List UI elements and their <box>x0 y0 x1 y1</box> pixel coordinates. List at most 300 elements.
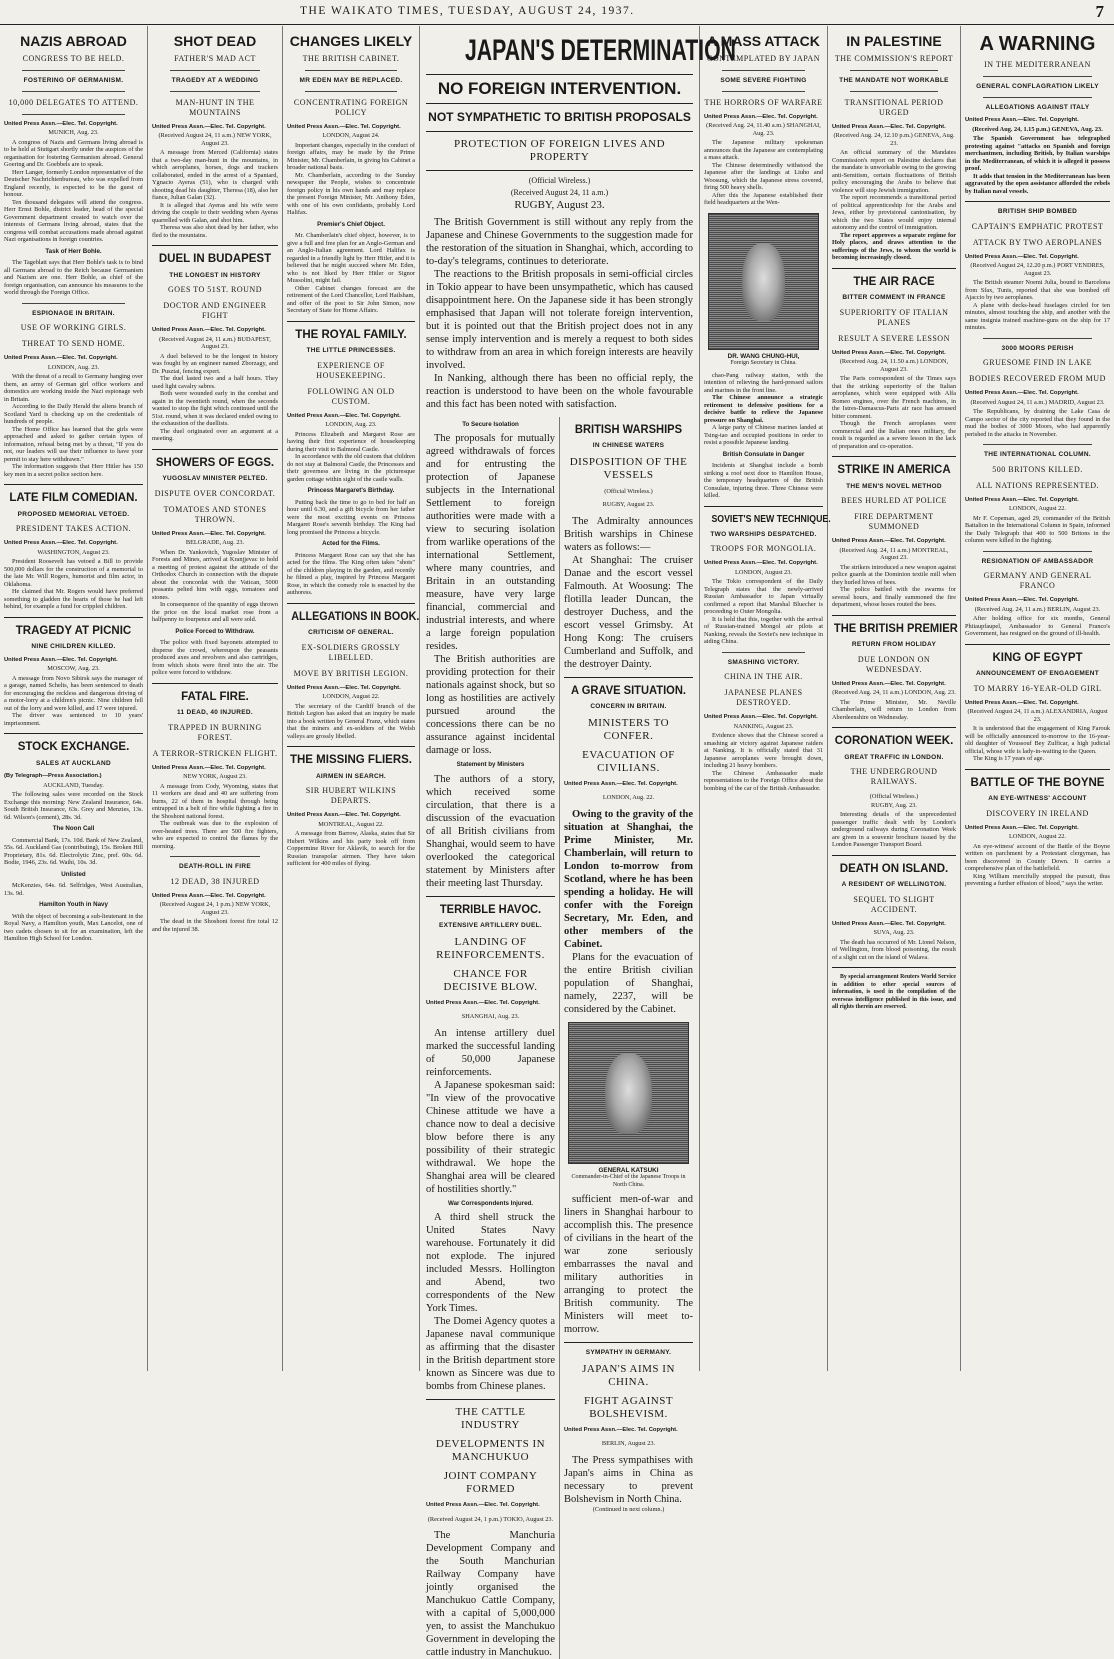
sub-column-left <box>426 417 560 1659</box>
paragraph: It is understood that the engagement of King Farouk will be officially announced to-morrow to the 16-year-old daughter of Youssouf Bey Zulficar, a high judicial official, whose wife is lady-in-waiting to the Queen. <box>965 725 1110 755</box>
credit-line: United Press Assn.—Elec. Tel. Copyright. <box>704 714 823 722</box>
subhead: DISCOVERY IN IRELAND <box>965 809 1110 819</box>
divider <box>22 114 125 115</box>
subhead-bold: DEATH-ROLL IN FIRE <box>152 863 278 871</box>
paragraph: Important changes, especially in the conduct of foreign affairs, may be made by the Prime Minister, Mr. Chamberlain, in giving his Cabinet a broader national basis. <box>287 142 415 172</box>
dateline: NANKING, August 23. <box>704 723 823 731</box>
paragraph: The authors of a story, which received some circulation, that there is a discussion of the evacuation of all British civilians from Shanghai, would seem to have overlooked the categorical statement by Ministers after their meeting last Thursday. <box>426 773 555 890</box>
subhead-bold: 3000 MOORS PERISH <box>965 345 1110 353</box>
dateline: LONDON, August 22. <box>965 833 1110 841</box>
divider <box>426 103 693 104</box>
subhead-bold: AN EYE-WITNESS' ACCOUNT <box>965 795 1110 803</box>
subhead: GOES TO 51ST. ROUND <box>152 285 278 295</box>
subhead: EX-SOLDIERS GROSSLY LIBELLED. <box>287 643 415 663</box>
subhead: LANDING OF REINFORCEMENTS. <box>426 936 555 962</box>
headline-strike-in-america: STRIKE IN AMERICA <box>832 465 956 477</box>
credit-line: (By Telegraph—Press Association.) <box>4 773 143 781</box>
dateline: LONDON, August 23. <box>704 569 823 577</box>
subhead: SUPERIORITY OF ITALIAN PLANES <box>832 308 956 328</box>
subhead: TO MARRY 16-YEAR-OLD GIRL <box>965 684 1110 694</box>
headline-king-of-egypt: KING OF EGYPT <box>965 653 1110 665</box>
paragraph: He claimed that Mr. Rogers would have preferred something to gladden the hearts of those he had left behind, for example a fund for crippled children. <box>4 588 143 611</box>
subhead-bold: RESIGNATION OF AMBASSADOR <box>965 558 1110 566</box>
sub-column-right <box>560 417 693 1659</box>
paragraph: The Chinese determinedly withstood the Japanese after the landings at Liuho and Woosung, which the Japanese stress covered, firing 500 heavy shells. <box>704 162 823 192</box>
dateline: RUGBY, August 23. <box>564 501 693 509</box>
credit-line: United Press Assn.—Elec. Tel. Copyright. <box>287 685 415 693</box>
divider <box>965 644 1110 645</box>
paragraph: The Home Office has learned that the girls were approached and asked to gather certain types of information, refusal being met by a threat, "If you do not, our leaders will use their influence to have your permit to stay here withdrawn." <box>4 426 143 464</box>
divider <box>722 652 805 653</box>
divider <box>426 170 693 171</box>
subhead: THE HORRORS OF WARFARE <box>704 98 823 108</box>
dateline: (Received August 24, 12.20 p.m.) PORT VENDRES, August 23. <box>965 262 1110 277</box>
subhead: CONTEMPLATED BY JAPAN <box>704 54 823 64</box>
paragraph: A message from Novo Sibirsk says the manager of a garage, named Schelts, has been sentenced to death for encouraging the reckless and dangerous driving of a motor-lorry at a children's picnic. Nine children fell out of the lorry and were killed, and 17 were injured. <box>4 675 143 713</box>
divider <box>832 855 956 856</box>
subhead-bold: NINE CHILDREN KILLED. <box>4 643 143 651</box>
paragraph: chao-Pang railway station, with the intention of relieving the hard-pressed sailors and marines in the front line. <box>704 372 823 395</box>
paragraph: Mr. Chamberlain, according to the Sunday newspaper the People, wishes to concentrate foreign policy in his own hands and may replace the present Foreign Minister, Mr. Anthony Eden, with one of his own confidants, probably Lord Halifax. <box>287 172 415 217</box>
dateline: RUGBY, Aug. 23. <box>832 802 956 810</box>
subhead-bold: MR EDEN MAY BE REPLACED. <box>287 77 415 85</box>
dateline: MUNICH, Aug. 23. <box>4 129 143 137</box>
masthead-title: THE WAIKATO TIMES, TUESDAY, AUGUST 24, 1937. <box>300 5 635 17</box>
wire-note: (Official Wireless.) <box>832 793 956 801</box>
divider <box>305 70 397 71</box>
paragraph: The Tokio correspondent of the Daily Telegraph states that the newly-arrived Russian Ambassador to Japan virtually confirmed a report that Marshal Bluecher is proceeding to Outer Mongolia. <box>704 578 823 616</box>
face-figure <box>742 243 786 321</box>
paragraph: McKenzies, 64s. 6d. Selfridges, West Australian, 13s. 9d. <box>4 882 143 897</box>
subhead-bold: THE INTERNATIONAL COLUMN. <box>965 451 1110 459</box>
subhead: BEES HURLED AT POLICE <box>832 496 956 506</box>
paragraph: The Paris correspondent of the Times says that the striking superiority of the Italian aeroplanes, which were equipped with Alfa Romeo engines, over the French machines, in the Istres-Damascus-Paris air race has aroused bitter comment. <box>832 375 956 420</box>
subhead: PRESIDENT TAKES ACTION. <box>4 524 143 534</box>
paragraph: A Japanese spokesman said: "In view of the provocative Chinese attitude we have a chance now to deal a decisive blow before there is any possibility of their strategic withdrawal. We hope the Shanghai area will be cleared of hostilities shortly." <box>426 1079 555 1196</box>
subhead: DOCTOR AND ENGINEER FIGHT <box>152 301 278 321</box>
column-1 <box>0 26 148 1371</box>
subhead-bold: SYMPATHY IN GERMANY. <box>564 1349 693 1357</box>
paragraph: It is held that this, together with the arrival of Russian-trained Mongol air pilots at Nanking, reveals the Soviet's new technique in aiding China. <box>704 616 823 646</box>
section-heading: Statement by Ministers <box>426 761 555 769</box>
section-heading: Unlisted <box>4 871 143 879</box>
paragraph: President Roosevelt has vetoed a Bill to provide 500,000 dollars for the construction of a memorial to the late Mr. Will Rogers, humorist and film actor, in Oklahoma. <box>4 558 143 588</box>
subhead: MINISTERS TO CONFER. <box>564 717 693 743</box>
reuters-notice: By special arrangement Reuters World Service in addition to other special sources of information, is used in the compilation of the overseas intelligence published in this issue, and all rights therein are reserved. <box>832 974 956 1012</box>
subhead: CONCENTRATING FOREIGN POLICY <box>287 98 415 118</box>
subhead: CHINA IN THE AIR. <box>704 672 823 682</box>
subhead-bold: IN CHINESE WATERS <box>564 442 693 450</box>
subhead: DISPOSITION OF THE VESSELS <box>564 456 693 482</box>
divider <box>564 677 693 678</box>
credit-line: United Press Assn.—Elec. Tel. Copyright. <box>152 531 278 539</box>
subhead: CAPTAIN'S EMPHATIC PROTEST <box>965 222 1110 232</box>
divider <box>426 131 693 132</box>
divider <box>832 268 956 269</box>
subhead: FATHER'S MAD ACT <box>152 54 278 64</box>
section-heading: Hamilton Youth in Navy <box>4 901 143 909</box>
divider <box>426 74 693 75</box>
paragraph: The British steamer Noemi Julia, bound to Barcelona from Sfax, Tunis, reported that she was bombed off Ajaccio by two aeroplanes. <box>965 279 1110 302</box>
credit-line: United Press Assn.—Elec. Tel. Copyright. <box>965 700 1110 708</box>
credit-line: United Press Assn.—Elec. Tel. Copyright. <box>832 538 956 546</box>
credit-line: United Press Assn.—Elec. Tel. Copyright. <box>4 121 143 129</box>
subhead: RESULT A SEVERE LESSON <box>832 334 956 344</box>
dateline: LONDON, August 24. <box>287 132 415 140</box>
dateline: (Received Aug. 24, 11.40 a.m.) SHANGHAI, Aug. 23. <box>704 122 823 137</box>
paragraph: The information suggests that Herr Hitler has 150 key men in a secret police section here. <box>4 463 143 478</box>
headline-stock-exchange: STOCK EXCHANGE. <box>4 742 143 754</box>
headline-japans-determination: JAPAN'S DETERMINATION <box>465 36 654 66</box>
continued-note: (Continued in next column.) <box>564 1506 693 1514</box>
subhead-bold: SMASHING VICTORY. <box>704 659 823 667</box>
credit-line: United Press Assn.—Elec. Tel. Copyright. <box>152 765 278 773</box>
paragraph: King William mercifully stopped the pursuit, thus preventing a further effusion of blood," says the writer. <box>965 873 1110 888</box>
paragraph: The dead in the Shoshoni forest fire total 12 and the injured 38. <box>152 918 278 933</box>
subhead-bold: GENERAL CONFLAGRATION LIKELY <box>965 83 1110 91</box>
divider <box>152 683 278 684</box>
paragraph: In consequence of the quantity of eggs thrown the price on the local market rose from a halfpenny to fourpence and all were sold. <box>152 601 278 624</box>
divider <box>152 245 278 246</box>
divider <box>850 70 938 71</box>
divider <box>965 201 1110 202</box>
paragraph: A message from Merced (California) states that a two-day man-hunt in the mountains, in which aeroplanes, horses, dogs and trackers collaborated, ended in the arrest of a Spaniard, Ygnacio Ayeras (51), who is charged with shooting dead his daughter, Theresa (18), also her fiance, Julian Galan (32). <box>152 149 278 202</box>
subhead: GERMANY AND GENERAL FRANCO <box>965 571 1110 591</box>
subhead: THE COMMISSION'S REPORT <box>832 54 956 64</box>
divider <box>305 91 397 92</box>
divider <box>722 70 805 71</box>
paragraph: In Nanking, although there has been no official reply, the reaction is understood to have been on the whole favourable and this fact has been noted with satisfaction. <box>426 372 693 411</box>
headline-late-film-comedian: LATE FILM COMEDIAN. <box>4 493 143 505</box>
subhead-bold: THE LONGEST IN HISTORY <box>152 272 278 280</box>
credit-line: United Press Assn.—Elec. Tel. Copyright. <box>965 390 1110 398</box>
divider <box>170 856 260 857</box>
paragraph: A congress of Nazis and Germans living abroad is to be held at Stuttgart shortly under the auspices of the organisation for fostering Germanism abroad. General Goering and Dr. Goebbels are to speak. <box>4 139 143 169</box>
paragraph: The British Government is still without any reply from the Japanese and Chinese Governments to the suggestion made for the restoration of the situation in Shanghai, which, according to to-day's telegrams, continues to deteriorate. <box>426 216 693 268</box>
masthead <box>0 0 1114 25</box>
dateline: (Received August 24, 11 a.m.) MADRID, August 23. <box>965 399 1110 407</box>
subhead: GRUESOME FIND IN LAKE <box>965 358 1110 368</box>
subhead: 12 DEAD, 38 INJURED <box>152 877 278 887</box>
headline-nazis-abroad: NAZIS ABROAD <box>4 34 143 48</box>
credit-line: United Press Assn.—Elec. Tel. Copyright. <box>4 540 143 548</box>
credit-line: United Press Assn.—Elec. Tel. Copyright. <box>426 1502 555 1510</box>
paragraph: The Press sympathises with Japan's aims in China as necessary to prevent Bolshevism in North China. <box>564 1454 693 1506</box>
subhead: TRANSITIONAL PERIOD URGED <box>832 98 956 118</box>
photo-caption: GENERAL KATSUKI <box>564 1167 693 1175</box>
paragraph: The reactions to the British proposals in semi-official circles in Tokio appear to have been unsympathetic, which has caused disappointment here. On the Japanese side it has been strongly emphasised that Japan will not tolerate foreign intervention, but it is pointed out that the British project does not in any sense imply intervention and is merely a request to both sides to withdraw from an area in which foreign interests are heavily involved. <box>426 268 693 372</box>
divider <box>832 967 956 968</box>
headline-shot-dead: SHOT DEAD <box>152 34 278 48</box>
credit-line: United Press Assn.—Elec. Tel. Copyright. <box>965 597 1110 605</box>
subhead: EVACUATION OF CIVILIANS. <box>564 749 693 775</box>
paragraph: After this the Japanese established their field headquarters at the Wen- <box>704 192 823 207</box>
headline-allegations-in-book: ALLEGATIONS IN BOOK. <box>291 612 411 624</box>
subhead: THE CATTLE INDUSTRY <box>426 1406 555 1432</box>
paragraph: The death has occurred of Mr. Lionel Nelson, of Wellington, from blood poisoning, the result of a slight cut on the island of Walava. <box>832 939 956 962</box>
paragraph: At Shanghai: The cruiser Danae and the escort vessel Falmouth. At Woosung: The flotilla leader Duncan, the destroyer Duchess, and the escort vessel Grimsby. At Hong Kong: The cruisers Cumberland and Suffolk, and the destroyer Dainty. <box>564 554 693 671</box>
dateline: SUVA, Aug. 23. <box>832 929 956 937</box>
wire-note: (Received August 24, 11 a.m.) <box>426 189 693 197</box>
subhead-bold: THE MEN'S NOVEL METHOD <box>832 483 956 491</box>
paragraph: An eye-witness' account of the Battle of the Boyne written on parchment by a Protestant clergyman, has been discovered in County Down. It carries a comprehensive plan of the battlefield. <box>965 843 1110 873</box>
subhead-bold: YUGOSLAV MINISTER PELTED. <box>152 475 278 483</box>
subhead-bold: THE LITTLE PRINCESSES. <box>287 347 415 355</box>
subhead: USE OF WORKING GIRLS. <box>4 323 143 333</box>
divider <box>564 1342 693 1343</box>
divider <box>983 444 1092 445</box>
headline-showers-of-eggs: SHOWERS OF EGGS. <box>152 458 278 470</box>
dateline: LONDON, Aug. 22. <box>564 794 693 802</box>
paragraph: According to the Daily Herald the aliens branch of Scotland Yard is checking up on the credentials of hundreds of people. <box>4 403 143 426</box>
section-heading: Premier's Chief Object. <box>287 221 415 229</box>
subhead-bold: 11 DEAD, 40 INJURED. <box>152 709 278 717</box>
paragraph: The police battled with the swarms for several hours, and finally summoned the fire department, whose hoses routed the bees. <box>832 586 956 609</box>
dateline: (Received Aug. 24, 11 a.m.) BERLIN, August 23. <box>965 606 1110 614</box>
dateline: LONDON, Aug. 23. <box>4 364 143 372</box>
subhead: FOLLOWING AN OLD CUSTOM. <box>287 387 415 407</box>
subhead: A TERROR-STRICKEN FLIGHT. <box>152 749 278 759</box>
divider <box>170 91 260 92</box>
headline-missing-fliers: THE MISSING FLIERS. <box>287 755 415 767</box>
paragraph: The report recommends a transitional period of political apprenticeship for the Arabs and Jews, either by provisional cantonisation, by which the two States would enjoy internal autonomy and the control of immigration. <box>832 194 956 232</box>
subhead: MAN-HUNT IN THE MOUNTAINS <box>152 98 278 118</box>
credit-line: United Press Assn.—Elec. Tel. Copyright. <box>287 413 415 421</box>
paragraph: The Japanese military spokesman announces that the Japanese are contemplating a mass attack. <box>704 139 823 162</box>
subhead-bold: THE MANDATE NOT WORKABLE <box>832 77 956 85</box>
dateline: (Received August 24, 1 p.m.) TOKIO, August 23. <box>426 1516 555 1524</box>
credit-line: United Press Assn.—Elec. Tel. Copyright. <box>4 657 143 665</box>
subhead: ALL NATIONS REPRESENTED. <box>965 481 1110 491</box>
subhead: DUE LONDON ON WEDNESDAY. <box>832 655 956 675</box>
paragraph: The Chinese Ambassador made representations to the Foreign Office about the bombing of the car of the British Ambassador. <box>704 770 823 793</box>
subhead-bold: EXTENSIVE ARTILLERY DUEL. <box>426 922 555 930</box>
paragraph: With the object of becoming a sub-lieutenant in the Royal Navy, a Hamilton youth, Max Lancelot, one of two cadets chosen to sit for an examination, left the Hamilton High School for London. <box>4 913 143 943</box>
headline-british-warships: BRITISH WARSHIPS <box>566 425 691 437</box>
subhead: EXPERIENCE OF HOUSEKEEPING. <box>287 361 415 381</box>
subhead: CHANCE FOR DECISIVE BLOW. <box>426 968 555 994</box>
paragraph: A third shell struck the United States Navy warehouse. Fortunately it did not explode. The injured included Messrs. Hollington and Abend, two correspondents of the New York Times. <box>426 1211 555 1315</box>
paragraph: It is alleged that Ayeras and his wife were driving the couple to their wedding when Ayeras quarrelled with Galan, and shot him. <box>152 202 278 225</box>
divider <box>426 896 555 897</box>
paragraph: A duel believed to be the longest in history was fought by an engineer named Zborzagy, and Dr. Pusztai, fencing expert. <box>152 353 278 376</box>
dateline: (Received Aug. 24, 12.10 p.m.) GENEVA, Aug. 23. <box>832 132 956 147</box>
headline-air-race: THE AIR RACE <box>832 277 956 289</box>
paragraph: The Admiralty announces British warships in Chinese waters as follows:— <box>564 515 693 554</box>
headline-british-premier: THE BRITISH PREMIER <box>834 624 954 636</box>
subhead: JAPAN'S AIMS IN CHINA. <box>564 1363 693 1389</box>
portrait-photo-wang-chung-hui <box>708 213 819 350</box>
subhead: THE UNDERGROUND RAILWAYS. <box>832 767 956 787</box>
headline-grave-situation: A GRAVE SITUATION. <box>566 686 691 698</box>
divider <box>22 303 125 304</box>
section-heading: British Consulate in Danger <box>704 451 823 459</box>
subhead-bold: SALES AT AUCKLAND <box>4 760 143 768</box>
paragraph: Commercial Bank, 17s. 10d. Bank of New Zealand, 55s. 6d. Auckland Gas (contributing), 15s. Broken Hill Proprietary, 81s. 6d. Electrolytic Zinc, pref. 60s. 6d. Bodie, 1946, 23s. 6d. Waihi, 10s. 3d. <box>4 837 143 867</box>
dateline: (Received August 24, 1 p.m.) NEW YORK, August 23. <box>152 901 278 916</box>
headline-death-on-island: DEATH ON ISLAND. <box>832 864 956 876</box>
paragraph: Though the French aeroplanes were commercial and the Italian ones military, the result is regarded as a severe lesson in the lack of preparation and co-operation. <box>832 420 956 450</box>
column-5 <box>700 26 828 1371</box>
credit-line: United Press Assn.—Elec. Tel. Copyright. <box>4 355 143 363</box>
paragraph: Other Cabinet changes forecast are the retirement of the Lord Chancellor, Lord Hailsham, and offer of the post to Sir John Simon, now Secretary of State for Home Affairs. <box>287 285 415 315</box>
subhead-bold: CONCERN IN BRITAIN. <box>564 703 693 711</box>
dateline: WASHINGTON, August 23. <box>4 549 143 557</box>
subhead: DISPUTE OVER CONCORDAT. <box>152 489 278 499</box>
dateline: NEW YORK, August 23. <box>152 773 278 781</box>
dateline: LONDON, August 22. <box>965 505 1110 513</box>
subhead: PROTECTION OF FOREIGN LIVES AND PROPERTY <box>426 138 693 164</box>
subhead: FIGHT AGAINST BOLSHEVISM. <box>564 1395 693 1421</box>
credit-line: United Press Assn.—Elec. Tel. Copyright. <box>965 497 1110 505</box>
subhead: 10,000 DELEGATES TO ATTEND. <box>4 98 143 108</box>
headline-royal-family: THE ROYAL FAMILY. <box>287 330 415 342</box>
dateline: LONDON, August 22. <box>287 693 415 701</box>
subhead-bold: ALLEGATIONS AGAINST ITALY <box>965 104 1110 112</box>
photo-caption: DR. WANG CHUNG-HUI, <box>704 353 823 361</box>
section-heading: War Correspondents Injured. <box>426 1200 555 1208</box>
headline-changes-likely: CHANGES LIKELY <box>287 34 415 48</box>
divider <box>983 76 1092 77</box>
paragraph: Incidents at Shanghai include a bomb striking a roof next door to Hamilton House, the temporary headquarters of the British Consulate, injuring three. Three Chinese were killed. <box>704 462 823 500</box>
subhead: MOVE BY BRITISH LEGION. <box>287 669 415 679</box>
subhead: JOINT COMPANY FORMED <box>426 1470 555 1496</box>
paragraph: In accordance with the old custom that children do not stay at Balmoral Castle, the Princesses and their governess are living in the picturesque garden cottage within sight of the castle walls. <box>287 453 415 483</box>
headline-not-sympathetic: NOT SYMPATHETIC TO BRITISH PROPOSALS <box>426 114 693 122</box>
paragraph: The British authorities are providing protection for their nationals against shock, but so long as hostilities are actively pursued around the concessions there can be no assurance against incidental damage or loss. <box>426 653 555 757</box>
headline-no-foreign-intervention: NO FOREIGN INTERVENTION. <box>426 85 693 93</box>
paragraph: The police with fixed bayonets attempted to disperse the crowd, whereupon the peasants produced axes and revolvers and also cartridges, from which shots were fired into the air. The police were forced to withdraw. <box>152 639 278 677</box>
subhead: DEVELOPMENTS IN MANCHUKUO <box>426 1438 555 1464</box>
paragraph: When Dr. Yankovitch, Yugoslav Minister of Forests and Mines, arrived at Kranjjevac to hold a meeting of protest against the attitude of the Orthodox Church in connection with the dispute about the concordat with the Vatican, 5000 peasants pelted him with eggs, tomatoes and stones. <box>152 549 278 602</box>
divider <box>22 70 125 71</box>
subhead: IN THE MEDITERRANEAN <box>965 60 1110 70</box>
divider <box>850 91 938 92</box>
column-7 <box>961 26 1114 1371</box>
paragraph: Herr Langer, formerly London representative of the Deutscher Nachrichtenbureau, who was expelled from England recently, is expected to be the guest of honour. <box>4 169 143 199</box>
divider <box>965 769 1110 770</box>
divider <box>4 733 143 734</box>
paragraph: The following sales were recorded on the Stock Exchange this morning: New Zealand Insurance, 64s. South British Insurance, 63s. Grey and Menzies, 13s. 6d. Wilson's (cement), 28s. 3d. <box>4 791 143 821</box>
dateline: SHANGHAI, Aug. 23. <box>426 1013 555 1021</box>
paragraph: Plans for the evacuation of the entire British civilian population of Shanghai, namely, 2237, will be considered by the Cabinet. <box>564 951 693 1016</box>
subhead-bold: ANNOUNCEMENT OF ENGAGEMENT <box>965 670 1110 678</box>
paragraph: The secretary of the Cardiff branch of the British Legion has asked that an inquiry be made into a book written by General Franz, which states that the miners and ex-soldiers of the Welsh valleys are grossly libelled. <box>287 703 415 741</box>
column-6 <box>828 26 961 1371</box>
credit-line: United Press Assn.—Elec. Tel. Copyright. <box>287 812 415 820</box>
section-heading: To Secure Isolation <box>426 421 555 429</box>
divider <box>983 338 1092 339</box>
divider <box>152 449 278 450</box>
paragraph: sufficient men-of-war and liners in Shanghai harbour to accomplish this. The presence of civilians in the heart of the war zone seriously embarrasses the naval and military authorities in arranging to protect the British community. The Ministers will meet to-morrow. <box>564 1193 693 1336</box>
headline-in-palestine: IN PALESTINE <box>832 34 956 48</box>
paragraph: After holding office for six months, General Phiiaupfaupel, Ambassador to General Franco's Government, has resigned on the ground of ill-health. <box>965 615 1110 638</box>
subhead: TOMATOES AND STONES THROWN. <box>152 505 278 525</box>
credit-line: United Press Assn.—Elec. Tel. Copyright. <box>287 124 415 132</box>
subhead: ATTACK BY TWO AEROPLANES <box>965 238 1110 248</box>
face-figure <box>605 1053 653 1134</box>
credit-line: United Press Assn.—Elec. Tel. Copyright. <box>426 1000 555 1008</box>
headline-coronation-week: CORONATION WEEK. <box>832 736 956 748</box>
section-heading: Task of Herr Bohle. <box>4 248 143 256</box>
paragraph: Mr F. Copeman, aged 29, commander of the British Battalion in the International Column in Spain, informed the Daily Telegraph that 400 to 500 Britons in the column were killed in the fighting. <box>965 515 1110 545</box>
credit-line: United Press Assn.—Elec. Tel. Copyright. <box>152 327 278 335</box>
paragraph: The Republicans, by draining the Lake Casa de Campo sector of the city reported that they found in the mud the bodies of 3000 Moors, who had apparently perished in the attacks in November. <box>965 408 1110 438</box>
divider <box>426 1399 555 1400</box>
headline-fatal-fire: FATAL FIRE. <box>152 692 278 704</box>
divider <box>287 746 415 747</box>
divider <box>22 91 125 92</box>
divider <box>704 506 823 507</box>
divider <box>983 97 1092 98</box>
credit-line: United Press Assn.—Elec. Tel. Copyright. <box>832 681 956 689</box>
subhead: BODIES RECOVERED FROM MUD <box>965 374 1110 384</box>
dateline: (Received Aug. 24, 11.50 a.m.) LONDON, August 23. <box>832 358 956 373</box>
subhead: JAPANESE PLANES DESTROYED. <box>704 688 823 708</box>
dateline: BELGRADE, Aug. 23. <box>152 539 278 547</box>
paragraph: The duel lasted two and a half hours. They used light cavalry sabres. <box>152 375 278 390</box>
paragraph: Princess Elizabeth and Margaret Rose are having their first experience of housekeeping during their visit to Balmoral Castle. <box>287 431 415 454</box>
credit-line: United Press Assn.—Elec. Tel. Copyright. <box>564 781 693 789</box>
subhead: THREAT TO SEND HOME. <box>4 339 143 349</box>
paragraph: The outbreak was due to the explosion of over-heated trees. There are 500 fire fighters, who are expected to control the flames by the morning. <box>152 820 278 850</box>
subhead-bold: PROPOSED MEMORIAL VETOED. <box>4 511 143 519</box>
divider <box>170 70 260 71</box>
paragraph: The duel originated over an argument at a meeting. <box>152 428 278 443</box>
dateline: MONTREAL, August 22. <box>287 821 415 829</box>
subhead-bold: ESPIONAGE IN BRITAIN. <box>4 310 143 318</box>
credit-line: United Press Assn.—Elec. Tel. Copyright. <box>704 114 823 122</box>
subhead: TRAPPED IN BURNING FOREST. <box>152 723 278 743</box>
paragraph: The strikers introduced a new weapon against police guards at the Dominion textile mill when they hurled hives of bees. <box>832 564 956 587</box>
paragraph: With the threat of a recall to Germany hanging over them, an army of German girl office workers and domestics are working inside the Nazi espionage web in Britain. <box>4 373 143 403</box>
paragraph: Putting back the time to go to bed for half an hour until 6.30, and a gift bicycle from her father were the most exciting events on Princess Margaret Rose's seventh birthday. The King had long promised the Princess a bicycle. <box>287 499 415 537</box>
paragraph: A message from Barrow, Alaska, states that Sir Hubert Wilkins and his party took off from Coppermine River for Aklavik, to search for the Russian transpolar airmen. They have taken sufficient for 400 miles of flying. <box>287 830 415 868</box>
paragraph: An official summary of the Mandates Commission's report on Palestine declares that the mandate is unworkable owing to the growing anti-Semitism, certain fluctuations of British policy encouraging the Arabs to believe that violence will stop Jewish immigration. <box>832 149 956 194</box>
dateline: BERLIN, August 23. <box>564 1440 693 1448</box>
paragraph: It adds that tension in the Mediterranean has been aggravated by the open assistance afforded the rebels by Italian naval vessels. <box>965 173 1110 196</box>
credit-line: United Press Assn.—Elec. Tel. Copyright. <box>704 560 823 568</box>
paragraph: The Prime Minister, Mr. Neville Chamberlain, will return to London from Aberdeenshire on Wednesday. <box>832 699 956 722</box>
page-number: 7 <box>1096 2 1105 22</box>
section-heading: Princess Margaret's Birthday. <box>287 487 415 495</box>
headline-mass-attack: A MASS ATTACK <box>704 34 823 48</box>
subhead: 500 BRITONS KILLED. <box>965 465 1110 475</box>
subhead-bold: RETURN FROM HOLIDAY <box>832 641 956 649</box>
column-4-japan <box>420 26 700 1371</box>
divider <box>4 617 143 618</box>
paragraph: Interesting details of the unprecedented passenger traffic dealt with by London's underground railways during Coronation Week are given in a souvenir brochure issued by the London Passenger Transport Board. <box>832 811 956 849</box>
credit-line: United Press Assn.—Elec. Tel. Copyright. <box>965 825 1110 833</box>
subhead-bold: TWO WARSHIPS DESPATCHED. <box>704 531 823 539</box>
subhead-bold: TRAGEDY AT A WEDDING <box>152 77 278 85</box>
credit-line: United Press Assn.—Elec. Tel. Copyright. <box>564 1427 693 1435</box>
paragraph: The report approves a separate regime for Holy places, and draws attention to the sufferings of the Jews, to whom the world is becoming increasingly closed. <box>832 232 956 262</box>
dateline: (Received August 24, 11 a.m.) NEW YORK, August 23. <box>152 132 278 147</box>
dateline: (Received Aug. 24, 11 a.m.) LONDON, Aug. 23. <box>832 689 956 697</box>
column-3 <box>283 26 420 1371</box>
paragraph: The King is 17 years of age. <box>965 755 1110 763</box>
paragraph: The Chinese announce a strategic retirement to defensive positions for a decisive battle to relieve the Japanese pressure on Shanghai. <box>704 394 823 424</box>
paragraph: Both were wounded early in the combat and again in the twentieth round, when the seconds wanted to stop the fight which continued until the 51st. round, when it was declared ended owing to the exhaustion of the duellists. <box>152 390 278 428</box>
photo-subcaption: Commander-in-Chief of the Japanese Troops in North China. <box>564 1174 693 1189</box>
subhead-bold: GREAT TRAFFIC IN LONDON. <box>832 754 956 762</box>
credit-line: United Press Assn.—Elec. Tel. Copyright. <box>832 921 956 929</box>
wire-note: (Official Wireless.) <box>426 177 693 185</box>
paragraph: The proposals for mutually agreed withdrawals of forces and for entrusting the protection of Japanese subjects in the International Settlement to foreign authorities were made with a view to securing isolation from warlike operations of the international Settlement, where many countries, and Britain in an outstanding measure, have very large financial, commercial and industrial interests, and where a large foreign population resides. <box>426 432 555 653</box>
dateline: AUCKLAND, Tuesday. <box>4 782 143 790</box>
paragraph: A large party of Chinese marines landed at Tsing-tao and occupied positions in order to resist a possible Japanese landing. <box>704 424 823 447</box>
